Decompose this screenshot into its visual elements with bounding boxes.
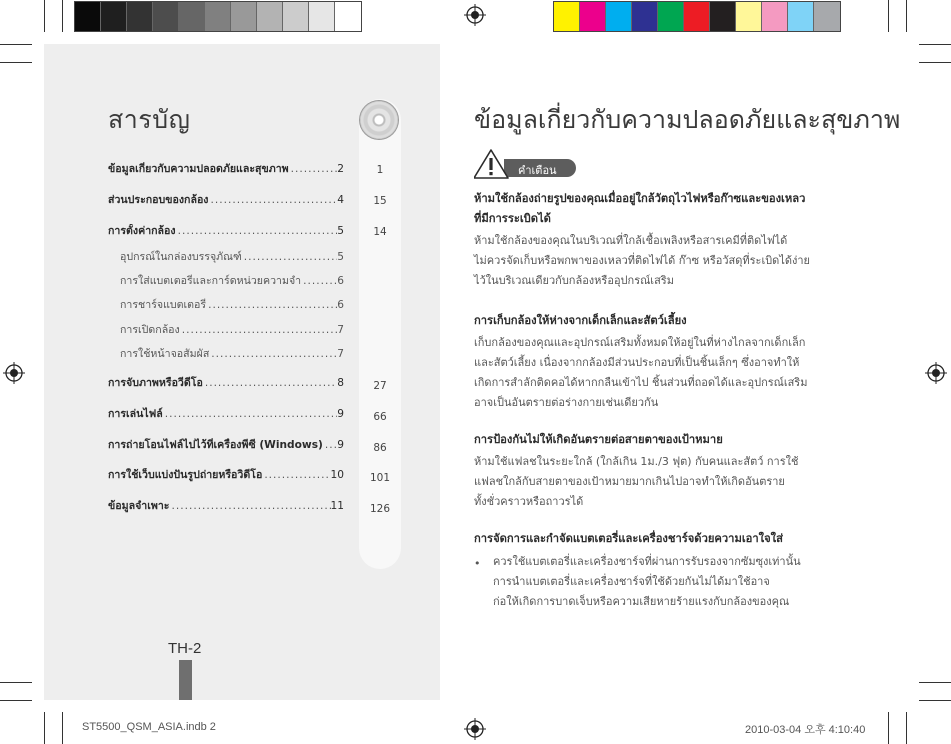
crop-mark [919, 682, 951, 683]
toc-sub-entry[interactable]: การชาร์จแบตเตอรี่ ..... 6 [120, 298, 344, 312]
crop-mark [919, 62, 951, 63]
color-swatch [257, 2, 283, 31]
toc-entry[interactable]: การเล่นไฟล์ ..... 9 [108, 407, 344, 421]
crop-mark [0, 700, 32, 701]
crop-mark [62, 712, 63, 744]
leader-dots [169, 499, 330, 513]
crop-mark [44, 0, 45, 32]
color-swatch [814, 2, 840, 31]
warning-label: คำเตือน [518, 164, 557, 177]
leader-dots [208, 193, 337, 207]
color-swatch [283, 2, 309, 31]
color-swatch [101, 2, 127, 31]
warning-icon [474, 149, 510, 179]
body-line: เก็บกล้องของคุณและอุปกรณ์เสริมทั้งหมดให้อยู่ในที่ห่างไกลจากเด็กเล็ก [474, 336, 806, 349]
crop-mark [0, 62, 32, 63]
crop-mark [888, 0, 889, 32]
body-line: ไม่ควรจัดเก็บหรือพกพาของเหลวที่ติดไฟได้ ก๊าซ หรือวัสดุที่ระเบิดได้ง่าย [474, 254, 810, 267]
body-line: ควรใช้แบตเตอรี่และเครื่องชาร์จที่ผ่านการรับรองจากซัมซุงเท่านั้น [493, 555, 801, 568]
toc-sub-entry[interactable]: การใช้หน้าจอสัมผัส ..... 7 [120, 347, 344, 361]
section-heading: การป้องกันไม่ให้เกิดอันตรายต่อสายตาของเป้าหมาย [474, 433, 723, 446]
chapter-tab-number[interactable]: 15 [373, 195, 387, 207]
color-swatch [153, 2, 179, 31]
color-swatch [309, 2, 335, 31]
registration-mark-icon [464, 718, 486, 740]
page-number: TH-2 [168, 640, 202, 657]
toc-entry[interactable]: ส่วนประกอบของกล้อง ..... 4 [108, 193, 344, 207]
registration-mark-icon [925, 362, 947, 384]
body-line: ห้ามใช้กล้องของคุณในบริเวณที่ใกล้เชื้อเพลิงหรือสารเคมีที่ติดไฟได้ [474, 234, 788, 247]
crop-mark [888, 712, 889, 744]
body-line: ไว้ในบริเวณเดียวกับกล้องหรืออุปกรณ์เสริม [474, 274, 674, 287]
leader-dots [176, 224, 338, 238]
toc-entry[interactable]: ข้อมูลเกี่ยวกับความปลอดภัยและสุขภาพ ..... 2 [108, 162, 344, 176]
section-heading: ห้ามใช้กล้องถ่ายรูปของคุณเมื่ออยู่ใกล้วัตถุไวไฟหรือก๊าซและของเหลว [474, 192, 806, 205]
color-swatch [762, 2, 788, 31]
color-swatch [632, 2, 658, 31]
color-swatch [580, 2, 606, 31]
crop-mark [919, 44, 951, 45]
bullet-dot: • [474, 557, 481, 570]
leader-dots [262, 468, 330, 482]
page-marker-bar [179, 660, 192, 700]
color-swatch [335, 2, 361, 31]
chapter-tab-number[interactable]: 101 [369, 472, 391, 484]
body-line: ห้ามใช้แฟลชในระยะใกล้ (ใกล้เกิน 1ม./3 ฟุต) กับคนและสัตว์ การใช้ [474, 455, 799, 468]
body-line: เกิดการสำลักติดคอได้หากกลืนเข้าไป ชิ้นส่วนที่ถอดได้และอุปกรณ์เสริม [474, 376, 808, 389]
body-line: และสัตว์เลี้ยง เนื่องจากกล้องมีส่วนประกอบที่เป็นชิ้นเล็กๆ ซึ่งอาจทำให้ [474, 356, 800, 369]
slug-timestamp: 2010-03-04 오후 4:10:40 [745, 724, 866, 736]
leader-dots [242, 250, 337, 264]
chapter-tab-number[interactable]: 66 [373, 411, 387, 423]
crop-mark [919, 700, 951, 701]
color-swatch [205, 2, 231, 31]
crop-mark [62, 0, 63, 32]
registration-mark-icon [464, 4, 486, 26]
color-swatch [606, 2, 632, 31]
body-line: อาจเป็นอันตรายต่อร่างกายเช่นเดียวกัน [474, 396, 659, 409]
section-heading: การจัดการและกำจัดแบตเตอรี่และเครื่องชาร์จด้วยความเอาใจใส่ [474, 532, 783, 545]
chapter-tab-number[interactable]: 27 [373, 380, 387, 392]
color-swatch [75, 2, 101, 31]
grayscale-color-bar [74, 1, 362, 32]
crop-mark [44, 712, 45, 744]
toc-page [44, 44, 440, 700]
slug-filename: ST5500_QSM_ASIA.indb 2 [82, 721, 216, 733]
chapter-tab-number[interactable]: 14 [373, 226, 387, 238]
toc-entry[interactable]: การใช้เว็บแบ่งปันรูปถ่ายหรือวิดีโอ ..... 10 [108, 468, 344, 482]
color-swatch [658, 2, 684, 31]
color-swatch [231, 2, 257, 31]
disc-icon [360, 101, 398, 139]
safety-section [474, 189, 836, 291]
body-line: การนำแบตเตอรี่และเครื่องชาร์จที่ใช้ด้วยกันไม่ได้มาใช้อาจ [493, 575, 770, 588]
body-line: ทั้งชั่วคราวหรือถาวรได้ [474, 495, 584, 508]
crop-mark [0, 44, 32, 45]
warning-badge [474, 149, 584, 177]
toc-sub-entry[interactable]: การใส่แบตเตอรี่และการ์ดหน่วยความจำ ..... 6 [120, 274, 344, 288]
body-line: แฟลชใกล้กับสายตาของเป้าหมายมากเกินไปอาจทำให้เกิดอันตราย [474, 475, 785, 488]
color-swatch [684, 2, 710, 31]
color-swatch [788, 2, 814, 31]
leader-dots [209, 347, 337, 361]
color-swatch [127, 2, 153, 31]
toc-sub-entry[interactable]: อุปกรณ์ในกล่องบรรจุภัณฑ์ ..... 5 [120, 250, 344, 264]
crop-mark [906, 0, 907, 32]
body-line: ก่อให้เกิดการบาดเจ็บหรือความเสียหายร้ายแรงกับกล้องของคุณ [493, 595, 790, 608]
color-swatch [179, 2, 205, 31]
color-swatch [736, 2, 762, 31]
chapter-tab-number[interactable]: 1 [376, 164, 384, 176]
toc-sub-entry[interactable]: การเปิดกล้อง ..... 7 [120, 323, 344, 337]
safety-section [474, 311, 836, 413]
leader-dots [323, 438, 337, 452]
toc-entry[interactable]: การถ่ายโอนไฟล์ไปไว้ที่เครื่องพีซี (Windows) ..... 9 [108, 438, 344, 452]
leader-dots [206, 298, 337, 312]
toc-entry[interactable]: การจับภาพหรือวีดีโอ ..... 8 [108, 376, 344, 390]
color-swatch [554, 2, 580, 31]
page-title: ข้อมูลเกี่ยวกับความปลอดภัยและสุขภาพ [474, 105, 901, 134]
process-color-bar [553, 1, 841, 32]
section-heading: การเก็บกล้องให้ห่างจากเด็กเล็กและสัตว์เลี้ยง [474, 314, 687, 327]
toc-entry[interactable]: ข้อมูลจำเพาะ ..... 11 [108, 499, 344, 513]
crop-mark [906, 712, 907, 744]
leader-dots [163, 407, 338, 421]
safety-section [474, 529, 836, 549]
bullet-item [493, 552, 838, 612]
toc-title: สารบัญ [108, 105, 191, 134]
safety-section [474, 430, 836, 512]
section-heading: ที่มีการระเบิดได้ [474, 212, 551, 225]
chapter-tab-number[interactable]: 86 [373, 442, 387, 454]
leader-dots [203, 376, 337, 390]
crop-mark [0, 682, 32, 683]
leader-dots [289, 162, 338, 176]
leader-dots [180, 323, 338, 337]
color-swatch [710, 2, 736, 31]
toc-entry[interactable]: การตั้งค่ากล้อง ..... 5 [108, 224, 344, 238]
chapter-tab-number[interactable]: 126 [369, 503, 391, 515]
registration-mark-icon [3, 362, 25, 384]
leader-dots [301, 274, 337, 288]
